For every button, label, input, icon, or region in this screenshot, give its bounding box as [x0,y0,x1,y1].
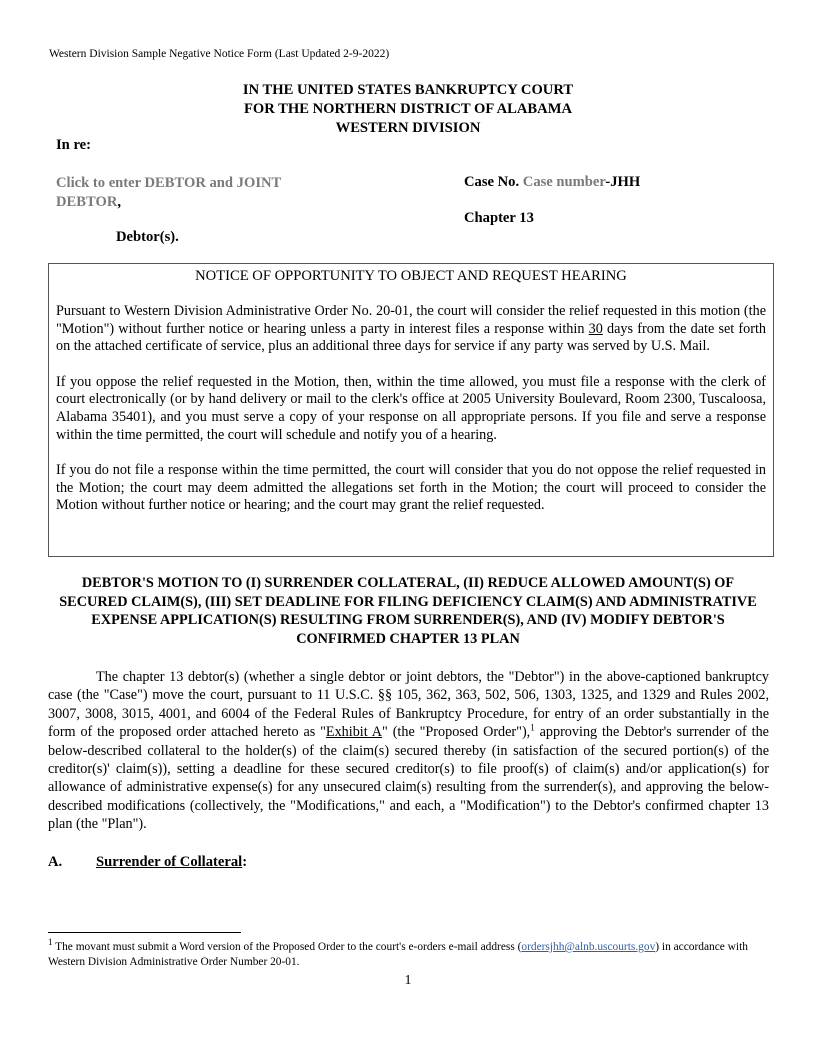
debtor-placeholder-line2[interactable]: DEBTOR [56,194,118,210]
body-text-b: " (the "Proposed Order"), [382,724,531,741]
motion-body-paragraph [48,668,769,834]
footnote [48,937,769,970]
case-number-field[interactable]: Case number [522,174,606,190]
notice-title: NOTICE OF OPPORTUNITY TO OBJECT AND REQUEST HEARING [195,268,627,284]
in-re-label: In re: [56,137,91,153]
court-line-2: FOR THE NORTHERN DISTRICT OF ALABAMA [243,101,573,117]
footnote-text-a: The movant must submit a Word version of the Proposed Order to the court's e-orders e-mail address ( [52,941,522,953]
debtor-label: Debtor(s). [116,229,179,245]
notice-p1-text-a: Pursuant to Western Division Administrative Order No. 20-01, the court will consider the relief requested in this motion (the "Motion") without further notice or hearing unless a party in interest files a response within [56,303,766,337]
section-a-heading-text: Surrender of Collateral [96,854,243,870]
debtor-name-field[interactable] [56,174,281,212]
section-a-heading [96,854,247,871]
notice-paragraph-2: If you oppose the relief requested in the Motion, then, within the time allowed, you must file a response with the clerk of court electronically (or by hand delivery or mail to the clerk's office at 2005 University Boulevard, Room 2300, Tuscaloosa, Alabama 35401), and you must serve a copy of your response on all appropriate persons. If you file and serve a response within the time permitted, the court will schedule and notify you of a hearing. [56,373,766,443]
footnote-reference: 1 [530,722,535,733]
court-line-3: WESTERN DIVISION [335,120,481,136]
debtor-comma: , [117,194,122,210]
body-text-a: The chapter 13 debtor(s) (whether a single debtor or joint debtors, the "Debtor") in the above-captioned bankruptcy case (the "Case") move the court, pursuant to 11 U.S.C. §§ 105, 362, 363, 502, 506, 1303, 1325, and 1329 and Rules 2002, 3007, 3008, 3015, 4001, and 6004 of the Federal Rules of Bankruptcy Procedure, for entry of an order substantially in the form of the proposed order attached hereto as " [48,669,769,741]
notice-box [48,263,774,557]
footnote-separator [48,932,241,933]
body-text-c: approving the Debtor's surrender of the below-described collateral to the holder(s) of the claim(s) secured thereby (in satisfaction of the secured portion(s) of the creditor(s)' claim(s)), setting a deadline for these secured creditor(s) to file proof(s) of claim(s) and/or application(s) for allowance of administrative expense(s) for any unsecured claim(s) resulting from the surrender(s), and approving the below-described modifications (collectively, the "Modifications," and each, a "Modification") to the Debtor's confirmed chapter 13 plan (the "Plan"). [48,724,769,833]
eorders-email-link[interactable]: ordersjhh@alnb.uscourts.gov [521,941,656,953]
debtor-placeholder-line1[interactable]: Click to enter DEBTOR and JOINT [56,175,282,191]
footnote-text-b: ) in accordance with Western Division Administrative Order Number 20-01. [48,941,748,968]
motion-title: DEBTOR'S MOTION TO (I) SURRENDER COLLATERAL, (II) REDUCE ALLOWED AMOUNT(S) OF SECURED CLAIM(S), (III) SET DEADLINE FOR FILING DEFICIENCY CLAIM(S) AND ADMINISTRATIVE EXPENSE APPLICATION(S) RESULTING FROM SURRENDER(S), AND (IV) MODIFY DEBTOR'S CONFIRMED CHAPTER 13 PLAN [59,575,757,647]
notice-paragraph-3: If you do not file a response within the time permitted, the court will consider that you do not oppose the relief requested in the Motion; the court may deem admitted the allegations set forth in the Motion; the court will proceed to consider the Motion without further notice or hearing; and the court may grant the relief requested. [56,462,766,514]
response-days: 30 [588,320,603,337]
exhibit-a-link: Exhibit A [325,724,383,741]
page-number: 1 [404,973,412,988]
section-a-letter: A. [48,854,63,870]
court-line-1: IN THE UNITED STATES BANKRUPTCY COURT [242,82,574,98]
case-no-suffix: -JHH [605,174,641,190]
header-note: Western Division Sample Negative Notice Form (Last Updated 2-9-2022) [49,48,390,60]
notice-p1-text-b: days from the date set forth on the attached certificate of service, plus an additional three days for service if any party was served by U.S. Mail. [56,320,767,355]
section-a-colon: : [242,854,248,870]
chapter-label: Chapter 13 [464,210,534,226]
case-no-label: Case No. [464,174,523,190]
footnote-mark: 1 [48,937,53,948]
notice-paragraph-1 [56,303,766,356]
case-number-line [464,174,640,191]
